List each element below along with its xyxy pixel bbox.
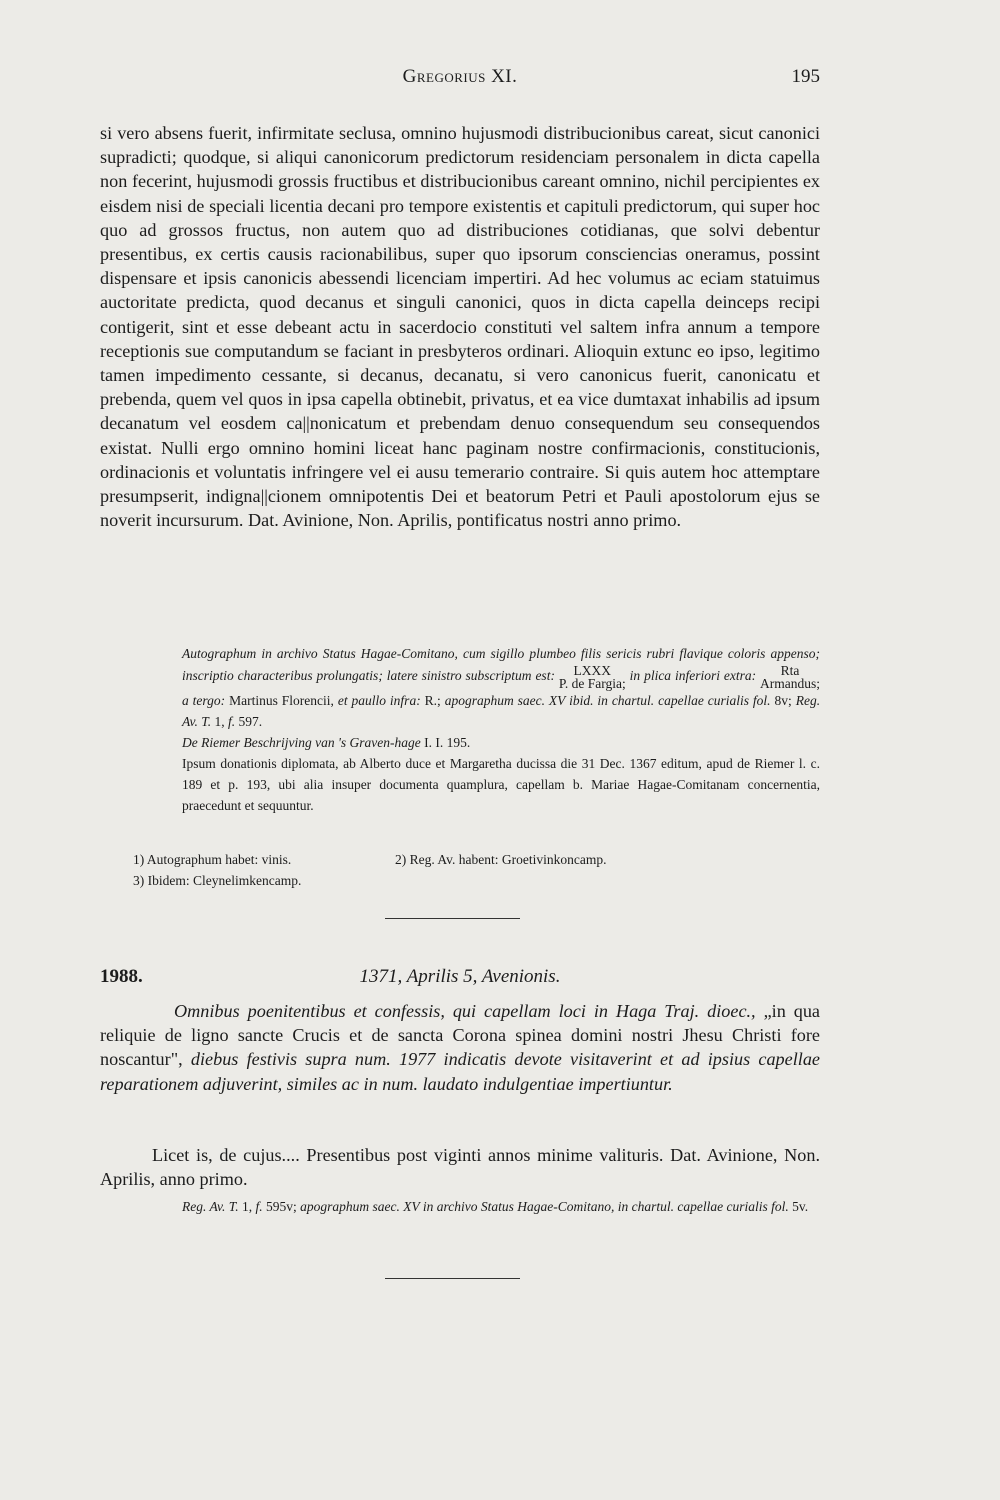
armandus-name: Armandus; — [760, 676, 821, 691]
note-riemer: De Riemer Beschrijving van 's Graven-hage — [182, 735, 421, 750]
summary-part-2: diebus festivis supra num. 1977 indicatis devote visitaverint et ad ipsius capellae reparationem adjuverint, similes ac in num. laudato indulgentiae impertiuntur. — [100, 1049, 820, 1094]
summary-quote: „in qua reliquie de ligno sancte Crucis et de sancta Corona spinea domini nostri Jhesu Christi fore noscantur", — [100, 1001, 820, 1070]
footnote-1: 1) Autographum habet: vinis. — [133, 852, 292, 867]
note2-rest: apographum saec. XV in archivo Status Hagae-Comitano, in chartul. capellae curialis fol. — [300, 1199, 789, 1214]
note-riemer-ref: I. I. 195. — [424, 735, 471, 750]
note2-reg-num: 1, — [242, 1199, 253, 1214]
fargia-name: P. de Fargia; — [558, 676, 626, 691]
main-text: si vero absens fuerit, infirmitate seclusa, omnino hujusmodi distribucionibus careat, sicut canonici supradicti; quodque, si aliqui canonicorum predictorum residenciam personalem in dicta capella non fecerint, hujusmodi grossis fructibus et distribucionibus careant omnino, nichil percipientes ex eisdem nisi de speciali licentia decani pro tempore existentis et capituli predictorum, qui super hoc quo ad grossos fructus, non autem quo ad distribuciones cotidianas, que solvi debentur presentibus, ex certis causis racionabilibus, super quo ipsorum consciencias oneramus, possint dispensare et ipsis canonicis abessendi licenciam impertiri. Ad hec volumus ac eciam statuimus auctoritate predicta, quod decanus et singuli canonici, quos in dicta capella deinceps recipi contigerit, sint et esse debeant actu in sacerdocio constituti vel saltem infra annum a tempore receptionis sue computandum se faciant in presbyteros ordinari. Alioquin extunc eo ipso, legitimo tamen impedimento cessante, si decanus, decanatu, si vero canonicus fuerit, canonicatu et prebenda, quem vel quos in ipsa capella obtinebit, privatus, et ea vice dumtaxat inhabilis ad ipsum decanatum vel eosdem ca||nonicatum et prebendam denuo consequendum seu consequendos existat. Nulli ergo omnino homini liceat hanc paginam nostre confirmacionis, constitucionis, ordinacionis et voluntatis infringere vel ei ausu temerario contraire. Si quis autem hoc attemptare presumpserit, indigna||cionem omnipotentis Dei et beatorum Petri et Pauli apostolorum ejus se noverit incursurum. Dat. Avinione, Non. Aprilis, pontificatus nostri anno primo. — [100, 123, 820, 531]
note-r: R.; — [424, 693, 441, 708]
summary-part-1: Omnibus poenitentibus et confessis, qui capellam loci in Haga Traj. dioec., — [174, 1001, 756, 1021]
note-archive: Autographum in archivo Status Hagae-Comitano, cum sigillo plumbeo filis sericis rubri flavique coloris appenso; inscriptio characteribus prolungatis; latere sinistro subscriptum est: — [182, 646, 820, 684]
note-ipsum: Ipsum donationis diplomata, ab Alberto duce et Margaretha ducissa die 31 Dec. 1367 editum, apud de Riemer l. c. 189 et p. 193, ubi alia insuper documenta quamplura, capellam b. Mariae Hagae-Comitanam concernentia, praecedunt et sequuntur. — [182, 756, 820, 813]
note-reg: Reg. Av. T. — [182, 693, 821, 729]
section-divider — [385, 918, 520, 919]
note-tergo: a tergo: — [182, 693, 226, 708]
end-divider — [385, 1278, 520, 1279]
note-reg-num: 1, — [214, 714, 225, 729]
armandus-subscription — [760, 664, 820, 690]
running-header — [100, 66, 820, 96]
note2-fol: 5v. — [792, 1199, 809, 1214]
document-number: 1988. — [100, 966, 143, 987]
note-f-num: 597. — [238, 714, 263, 729]
note2-reg: Reg. Av. T. — [182, 1199, 239, 1214]
document-date: 1371, Aprilis 5, Avenionis. — [359, 966, 561, 987]
note-fol: 8v; — [774, 693, 792, 708]
document-source-note — [182, 1196, 820, 1217]
footnote-2: 2) Reg. Av. habent: Groetivinkoncamp. — [395, 852, 607, 867]
note-f: f. — [228, 714, 236, 729]
footnotes — [133, 849, 753, 891]
fargia-subscription — [559, 664, 626, 690]
page-number: 195 — [791, 66, 820, 87]
source-note — [182, 643, 820, 816]
note-infra: et paullo infra: — [337, 693, 421, 708]
note-plica: in plica inferiori extra: — [629, 668, 757, 684]
armandus-abbrev: Rta — [780, 663, 800, 678]
footnote-3: 3) Ibidem: Cleynelimkencamp. — [133, 873, 302, 888]
document-text: Licet is, de cujus.... Presentibus post viginti annos minime valituris. Dat. Avinione, Non. Aprilis, anno primo. — [100, 1145, 820, 1190]
note-florencii: Martinus Florencii, — [229, 693, 334, 708]
note2-f: f. — [255, 1199, 263, 1214]
note-apograph: apographum saec. XV ibid. in chartul. capellae curialis fol. — [444, 693, 771, 708]
document-summary — [100, 999, 820, 1096]
document-heading — [100, 966, 820, 994]
fargia-numeral: LXXX — [573, 663, 612, 678]
running-title: Gregorius XI. — [402, 66, 518, 87]
note2-f-num: 595v; — [266, 1199, 297, 1214]
